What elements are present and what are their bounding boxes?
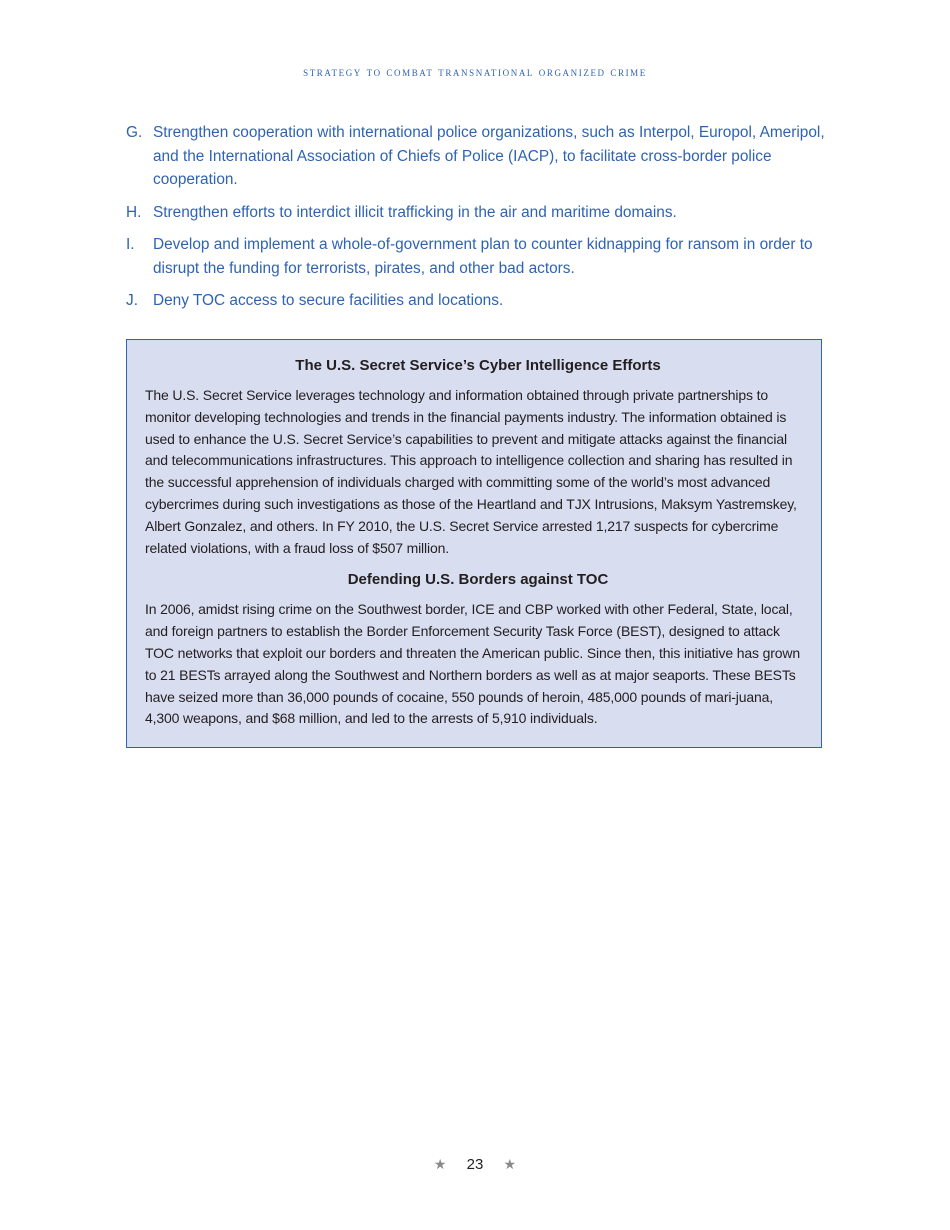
- list-item-text: Develop and implement a whole-of-government plan to counter kidnapping for ransom in order to disrupt the funding for terrorists, pirates, and other bad actors.: [153, 236, 813, 277]
- recommendation-list: [126, 121, 826, 322]
- page-number: 23: [466, 1156, 484, 1173]
- list-item-letter: I.: [126, 236, 135, 253]
- running-header: strategy to combat transnational organized crime: [303, 65, 647, 79]
- page-footer: [0, 1156, 950, 1173]
- sidebar-box: [126, 339, 822, 748]
- list-item-letter: G.: [126, 124, 143, 141]
- list-item: [126, 233, 826, 280]
- list-item: [126, 201, 826, 225]
- sidebar-body-cyber: The U.S. Secret Service leverages technology and information obtained through private partnerships to monitor developing technologies and trends in the financial payments industry. The information obtained is used to enhance the U.S. Secret Service’s capabilities to prevent and mitigate attacks against the financial and telecommunications infrastructures. This approach to intelligence collection and sharing has resulted in the successful apprehension of individuals charged with committing some of the world’s most advanced cybercrimes during such investigations as those of the Heartland and TJX Intrusions, Maksym Yastremskey, Albert Gonzalez, and others. In FY 2010, the U.S. Secret Service arrested 1,217 suspects for cybercrime related violations, with a fraud loss of $507 million.: [145, 387, 797, 556]
- sidebar-body-borders: In 2006, amidst rising crime on the Southwest border, ICE and CBP worked with other Federal, State, local, and foreign partners to establish the Border Enforcement Security Task Force (BEST), designed to attack TOC networks that exploit our borders and threaten the American public. Since then, this initiative has grown to 21 BESTs arrayed along the Southwest and Northern borders as well as at major seaports. These BESTs have seized more than 36,000 pounds of cocaine, 550 pounds of heroin, 485,000 pounds of mari-juana, 4,300 weapons, and $68 million, and led to the arrests of 5,910 individuals.: [145, 601, 800, 727]
- list-item-text: Deny TOC access to secure facilities and locations.: [153, 292, 504, 309]
- list-item-text: Strengthen efforts to interdict illicit trafficking in the air and maritime domains.: [153, 203, 677, 221]
- sidebar-heading-cyber: The U.S. Secret Service’s Cyber Intelligence Efforts: [295, 357, 661, 374]
- list-item-letter: J.: [126, 292, 138, 309]
- list-item-letter: H.: [126, 203, 142, 221]
- sidebar-heading-borders: Defending U.S. Borders against TOC: [347, 571, 609, 589]
- star-icon: ★: [433, 1156, 447, 1172]
- star-icon: ★: [503, 1156, 517, 1172]
- list-item: [126, 289, 826, 313]
- list-item: [126, 121, 826, 192]
- list-item-text: Strengthen cooperation with international police organizations, such as Interpol, Europol, Ameripol, and the International Association of Chiefs of Police (IACP), to facilitate cross-border police cooperation.: [153, 124, 825, 188]
